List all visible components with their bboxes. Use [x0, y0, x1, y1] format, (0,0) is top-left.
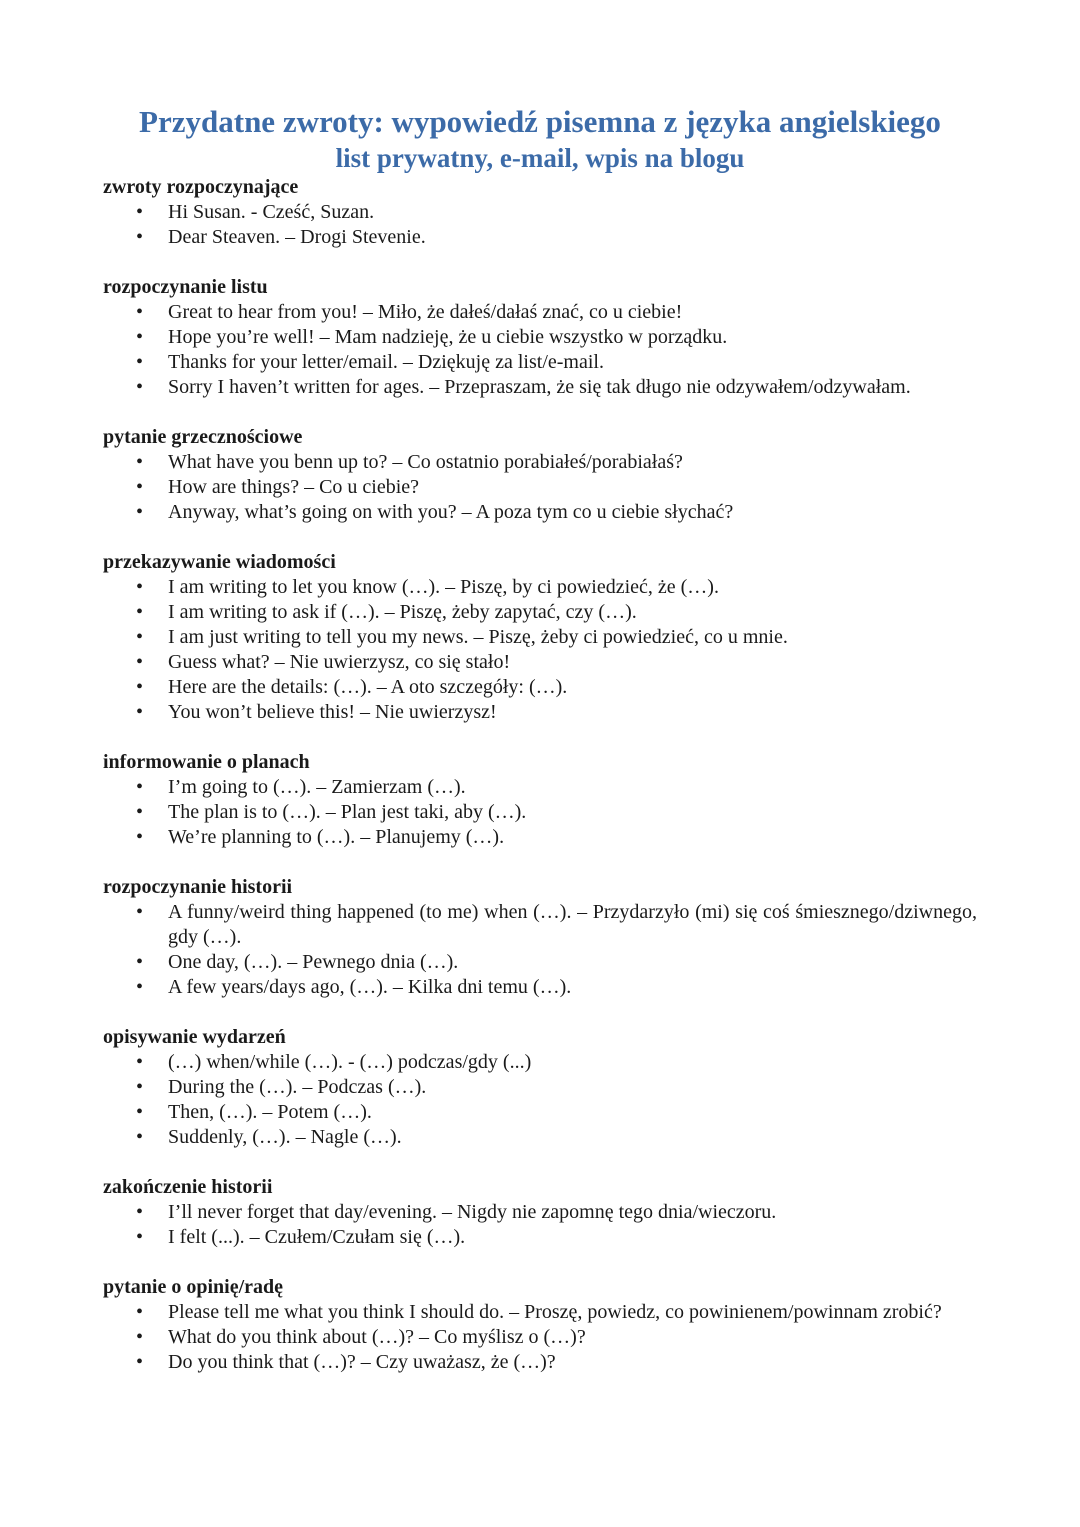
- section-heading: informowanie o planach: [103, 751, 310, 773]
- list-item: • Hope you’re well! – Mam nadzieję, że u ciebie wszystko w porządku.: [103, 325, 977, 350]
- phrase-list: [103, 300, 977, 400]
- page-title: Przydatne zwroty: wypowiedź pisemna z języka angielskiego: [139, 104, 941, 139]
- phrase-list: [103, 450, 977, 525]
- phrase-list: [103, 200, 977, 250]
- phrase-section: [103, 750, 977, 850]
- phrase-section: [103, 875, 977, 1000]
- list-item: • Anyway, what’s going on with you? – A poza tym co u ciebie słychać?: [103, 500, 977, 525]
- phrase-list: [103, 1300, 977, 1375]
- list-item: • Do you think that (…)? – Czy uważasz, że (…)?: [103, 1350, 977, 1375]
- list-item: • I felt (...). – Czułem/Czułam się (…).: [103, 1225, 977, 1250]
- list-item: • We’re planning to (…). – Planujemy (…).: [103, 825, 977, 850]
- list-item: • (…) when/while (…). - (…) podczas/gdy (...): [103, 1050, 977, 1075]
- list-item: • What have you benn up to? – Co ostatnio porabiałeś/porabiałaś?: [103, 450, 977, 475]
- phrase-section: [103, 1275, 977, 1375]
- list-item: • Thanks for your letter/email. – Dziękuję za list/e-mail.: [103, 350, 977, 375]
- list-item: • One day, (…). – Pewnego dnia (…).: [103, 950, 977, 975]
- phrase-list: [103, 1200, 977, 1250]
- list-item: • Dear Steaven. – Drogi Stevenie.: [103, 225, 977, 250]
- list-item: • I am writing to let you know (…). – Piszę, by ci powiedzieć, że (…).: [103, 575, 977, 600]
- list-item: • Hi Susan. - Cześć, Suzan.: [103, 200, 977, 225]
- phrase-section: [103, 275, 977, 400]
- list-item: • You won’t believe this! – Nie uwierzysz!: [103, 700, 977, 725]
- list-item: • During the (…). – Podczas (…).: [103, 1075, 977, 1100]
- section-heading: rozpoczynanie listu: [103, 276, 268, 298]
- list-item: • The plan is to (…). – Plan jest taki, aby (…).: [103, 800, 977, 825]
- list-item: • I’m going to (…). – Zamierzam (…).: [103, 775, 977, 800]
- page-subtitle: list prywatny, e-mail, wpis na blogu: [335, 143, 745, 173]
- list-item: • A few years/days ago, (…). – Kilka dni temu (…).: [103, 975, 977, 1000]
- phrase-list: [103, 900, 977, 1000]
- phrase-list: [103, 1050, 977, 1150]
- list-item: • I am just writing to tell you my news. – Piszę, żeby ci powiedzieć, co u mnie.: [103, 625, 977, 650]
- section-heading: zakończenie historii: [103, 1176, 273, 1198]
- phrase-section: [103, 175, 977, 250]
- list-item: • Guess what? – Nie uwierzysz, co się stało!: [103, 650, 977, 675]
- section-heading: opisywanie wydarzeń: [103, 1026, 286, 1048]
- section-heading: rozpoczynanie historii: [103, 876, 293, 898]
- phrase-section: [103, 1175, 977, 1250]
- list-item: • What do you think about (…)? – Co myślisz o (…)?: [103, 1325, 977, 1350]
- phrase-section: [103, 550, 977, 725]
- list-item: • How are things? – Co u ciebie?: [103, 475, 977, 500]
- list-item: • Then, (…). – Potem (…).: [103, 1100, 977, 1125]
- phrase-list: [103, 775, 977, 850]
- section-heading: przekazywanie wiadomości: [103, 551, 336, 573]
- section-heading: zwroty rozpoczynające: [103, 176, 299, 198]
- list-item: • I’ll never forget that day/evening. – Nigdy nie zapomnę tego dnia/wieczoru.: [103, 1200, 977, 1225]
- phrase-section: [103, 425, 977, 525]
- list-item: • I am writing to ask if (…). – Piszę, żeby zapytać, czy (…).: [103, 600, 977, 625]
- section-heading: pytanie grzecznościowe: [103, 426, 303, 448]
- list-item: • Please tell me what you think I should do. – Proszę, powiedz, co powinienem/powinnam zrobić?: [103, 1300, 977, 1325]
- phrase-list: [103, 575, 977, 725]
- phrase-section: [103, 1025, 977, 1150]
- list-item: • Great to hear from you! – Miło, że dałeś/dałaś znać, co u ciebie!: [103, 300, 977, 325]
- list-item: • Here are the details: (…). – A oto szczegóły: (…).: [103, 675, 977, 700]
- section-heading: pytanie o opinię/radę: [103, 1276, 284, 1298]
- list-item: • Sorry I haven’t written for ages. – Przepraszam, że się tak długo nie odzywałem/odzywałam.: [103, 375, 977, 400]
- list-item: • A funny/weird thing happened (to me) when (…). – Przydarzyło (mi) się coś śmiesznego/dziwnego, gdy (…).: [103, 900, 977, 950]
- list-item: • Suddenly, (…). – Nagle (…).: [103, 1125, 977, 1150]
- phrase-sections: [103, 175, 977, 1400]
